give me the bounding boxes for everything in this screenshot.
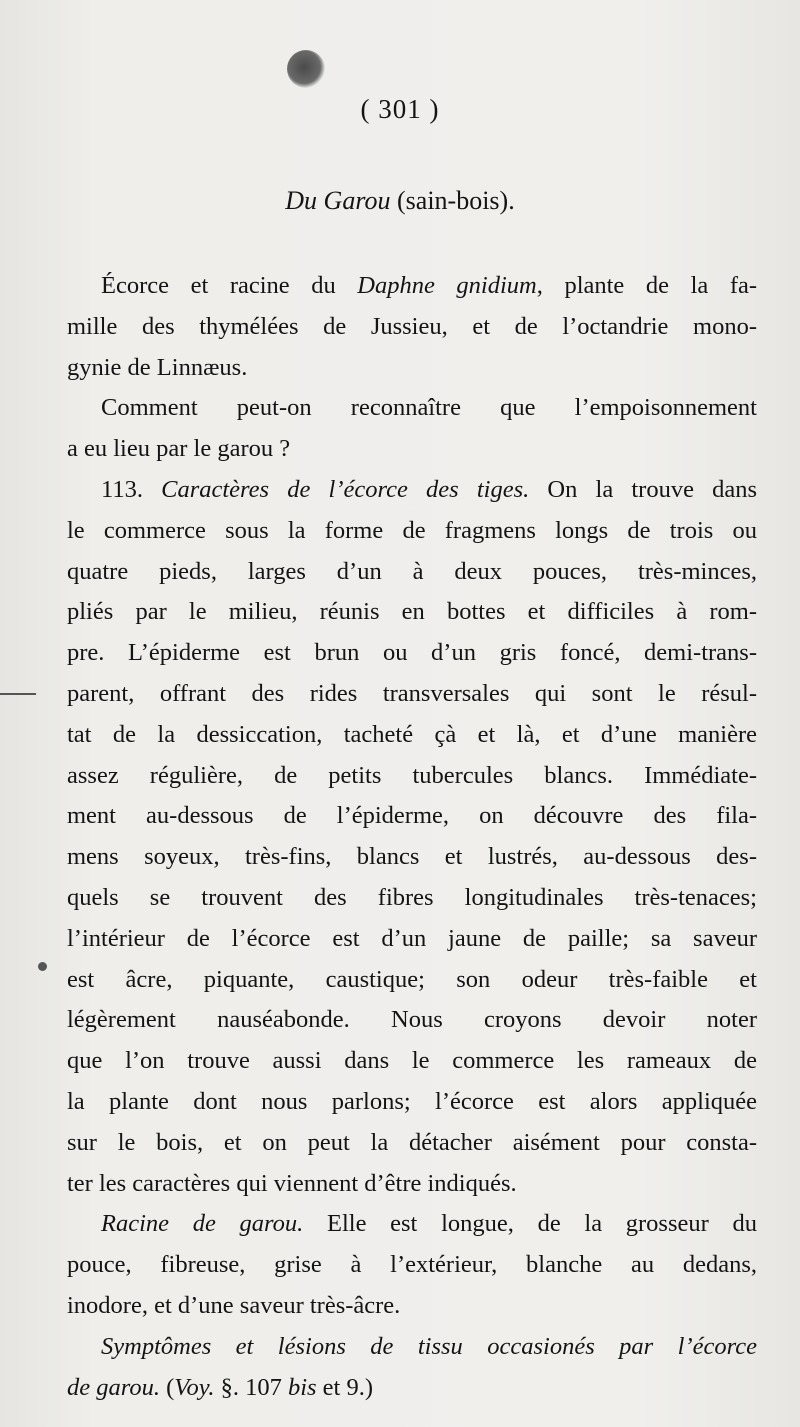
text-line: Comment peut-on reconnaître que l’empoisonnement <box>101 394 757 422</box>
text-run: §. 107 <box>214 1373 288 1401</box>
text-line: que l’on trouve aussi dans le commerce les rameaux de <box>67 1047 757 1075</box>
paragraph-symptoms <box>67 1327 757 1409</box>
text-run: Écorce et racine du <box>101 272 358 299</box>
subheading-italic: Symptômes et lésions de tissu occasionés par l’écorce <box>101 1332 757 1360</box>
ink-blot <box>287 50 325 88</box>
text-line <box>67 1368 757 1409</box>
text-line: pliés par le milieu, réunis en bottes et difficiles à rom- <box>67 598 757 626</box>
reference-italic: bis <box>287 1373 317 1401</box>
text-line <box>67 470 757 511</box>
section-title-italic: Du Garou <box>285 186 391 215</box>
text-line: mille des thymélées de Jussieu, et de l’octandrie mono- <box>67 312 757 340</box>
text-line: est âcre, piquante, caustique; son odeur très-faible et <box>67 965 757 993</box>
text-line <box>67 1204 757 1245</box>
paragraph-number: 113. <box>101 475 162 503</box>
paragraph-question <box>67 388 757 470</box>
subheading-italic: de garou. <box>67 1373 160 1401</box>
text-line: quels se trouvent des fibres longitudinales très-tenaces; <box>67 883 757 911</box>
text-line: ter les caractères qui viennent d’être indiqués. <box>67 1169 517 1197</box>
text-line: mens soyeux, très-fins, blancs et lustrés, au-dessous des- <box>67 843 757 871</box>
paragraph-root <box>67 1204 757 1326</box>
text-line: légèrement nauséabonde. Nous croyons devoir noter <box>67 1006 757 1034</box>
text-line: tat de la dessiccation, tacheté çà et là, et d’une manière <box>67 720 757 748</box>
section-title-rest: (sain-bois). <box>390 186 515 215</box>
text-line: l’intérieur de l’écorce est d’un jaune de paille; sa saveur <box>67 924 757 952</box>
text-line: inodore, et d’une saveur très-âcre. <box>67 1291 401 1319</box>
text-line: assez régulière, de petits tubercules blancs. Immédiate- <box>67 761 757 789</box>
margin-mark <box>0 693 36 695</box>
text-line: la plante dont nous parlons; l’écorce est alors appliquée <box>67 1087 757 1115</box>
text-line: le commerce sous la forme de fragmens longs de trois ou <box>67 516 757 544</box>
text-line: quatre pieds, larges d’un à deux pouces, très-minces, <box>67 557 757 585</box>
margin-dot <box>38 962 47 971</box>
text-run: , plante de la fa- <box>536 272 758 299</box>
reference-italic: Voy. <box>174 1373 215 1401</box>
text-line: sur le bois, et on peut la détacher aisément pour consta- <box>67 1128 757 1156</box>
text-line: pouce, fibreuse, grise à l’extérieur, blanche au dedans, <box>67 1251 757 1279</box>
paragraph-description <box>67 266 757 388</box>
section-title <box>0 186 800 216</box>
subheading-italic: Caractères de l’écorce des tiges. <box>161 475 530 503</box>
text-line: ment au-dessous de l’épiderme, on découvre des fila- <box>67 802 757 830</box>
text-line: pre. L’épiderme est brun ou d’un gris foncé, demi-trans- <box>67 639 757 667</box>
subheading-italic: Racine de garou. <box>101 1210 304 1238</box>
text-run: On la trouve dans <box>529 475 758 503</box>
species-name: Daphne gnidium <box>357 272 537 299</box>
text-line <box>67 266 757 307</box>
paragraph-bark-characters <box>67 470 757 1204</box>
text-run: Elle est longue, de la grosseur du <box>303 1210 757 1238</box>
body-text <box>67 266 757 1408</box>
text-run: ( <box>160 1373 175 1401</box>
text-line: gynie de Linnæus. <box>67 353 248 381</box>
text-line: a eu lieu par le garou ? <box>67 435 291 463</box>
text-line <box>67 1327 757 1368</box>
text-run: et 9.) <box>316 1373 374 1401</box>
text-line: parent, offrant des rides transversales qui sont le résul- <box>67 679 757 707</box>
page-number: ( 301 ) <box>360 94 440 124</box>
